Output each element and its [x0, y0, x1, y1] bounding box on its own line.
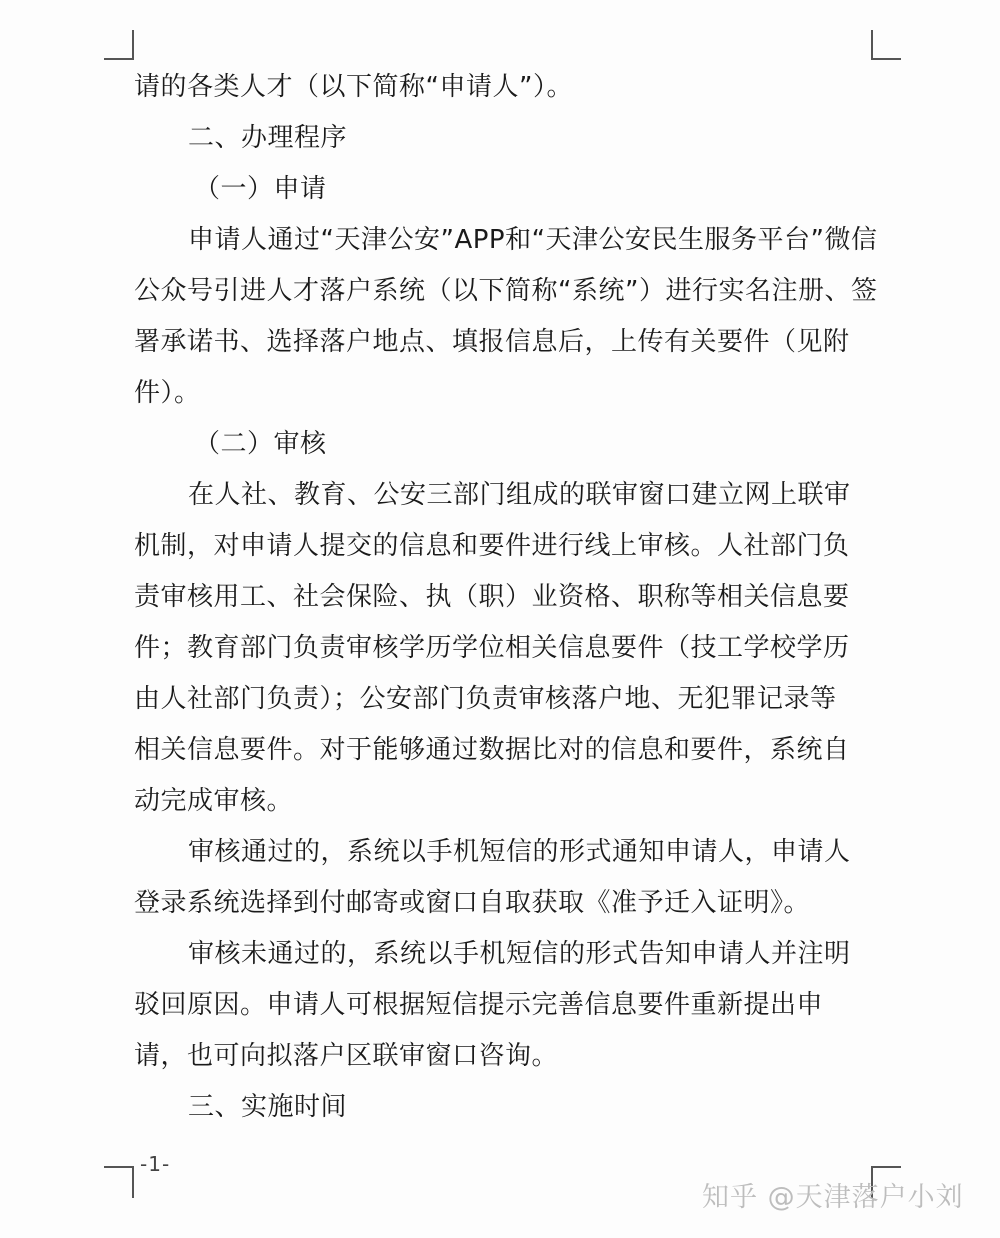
- text-line: 请，也可向拟落户区联审窗口咨询。: [134, 1041, 559, 1071]
- subsection-heading-application: （一）申请: [194, 174, 327, 204]
- page-number: -1-: [140, 1152, 171, 1176]
- crop-mark-top-right: [871, 30, 901, 60]
- crop-mark-top-left: [104, 30, 134, 60]
- text-line: 申请人通过“天津公安”APP和“天津公安民生服务平台”微信: [188, 225, 878, 255]
- text-line: 件）。: [134, 378, 201, 408]
- watermark: 知乎 @天津落户小刘: [702, 1182, 964, 1213]
- subsection-heading-review: （二）审核: [194, 429, 327, 459]
- text-line: 在人社、教育、公安三部门组成的联审窗口建立网上联审: [188, 480, 851, 510]
- text-line: 件；教育部门负责审核学历学位相关信息要件（技工学校学历: [134, 633, 850, 663]
- text-line: 责审核用工、社会保险、执（职）业资格、职称等相关信息要: [134, 582, 850, 612]
- text-line: 由人社部门负责）；公安部门负责审核落户地、无犯罪记录等: [134, 684, 837, 714]
- text-line: 请的各类人才（以下简称“申请人”）。: [134, 72, 573, 102]
- text-line: 署承诺书、选择落户地点、填报信息后，上传有关要件（见附: [134, 327, 850, 357]
- text-line: 登录系统选择到付邮寄或窗口自取获取《准予迁入证明》。: [134, 888, 811, 918]
- crop-mark-bottom-left: [104, 1166, 134, 1198]
- document-body: [134, 62, 878, 1133]
- text-line: 相关信息要件。对于能够通过数据比对的信息和要件，系统自: [134, 735, 850, 765]
- text-line: 动完成审核。: [134, 786, 294, 816]
- text-line: 审核未通过的，系统以手机短信的形式告知申请人并注明: [188, 939, 851, 969]
- text-line: 审核通过的，系统以手机短信的形式通知申请人，申请人: [188, 837, 851, 867]
- text-line: 公众号引进人才落户系统（以下简称“系统”）进行实名注册、签: [134, 276, 878, 306]
- section-heading-procedure: 二、办理程序: [188, 123, 348, 153]
- text-line: 机制，对申请人提交的信息和要件进行线上审核。人社部门负: [134, 531, 850, 561]
- section-heading-implementation-time: 三、实施时间: [188, 1092, 348, 1122]
- text-line: 驳回原因。申请人可根据短信提示完善信息要件重新提出申: [134, 990, 824, 1020]
